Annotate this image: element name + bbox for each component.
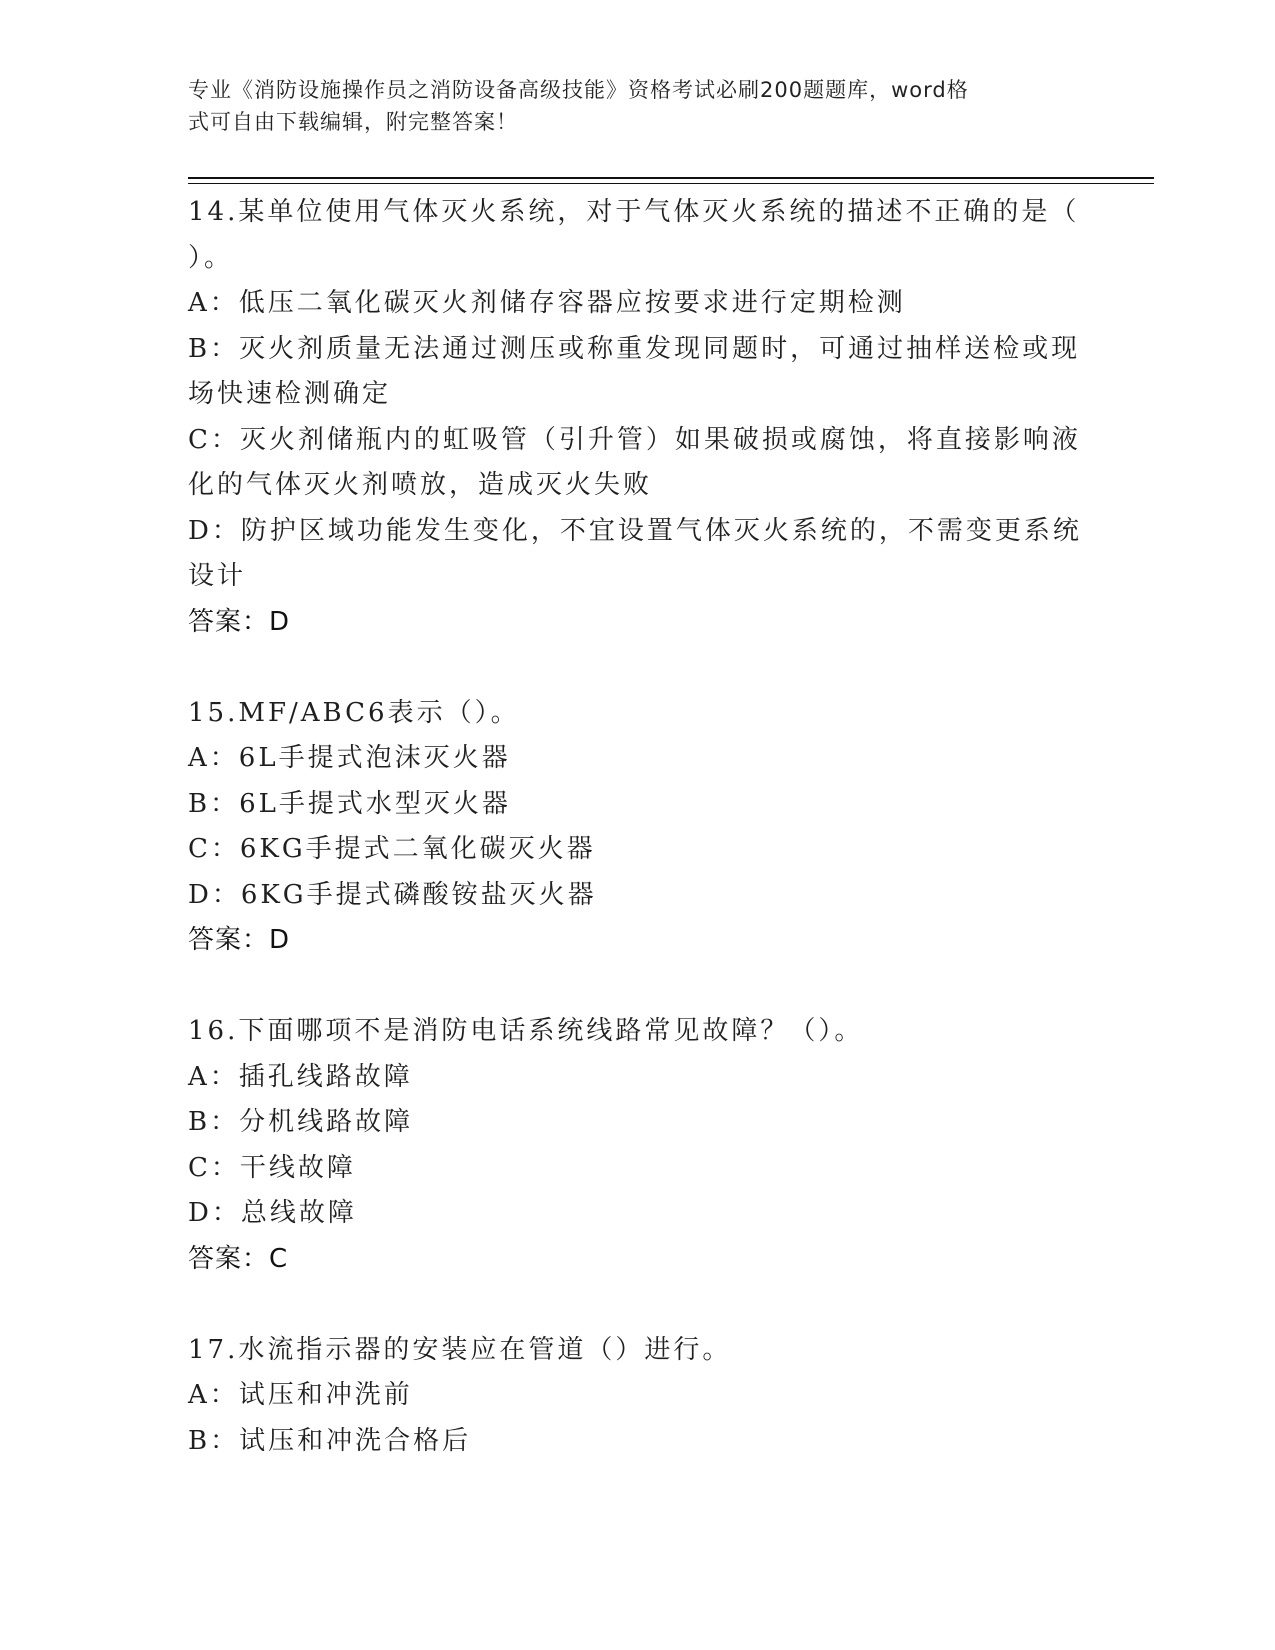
option-b: B：试压和冲洗合格后 bbox=[188, 1425, 472, 1456]
question-17 bbox=[188, 1328, 1088, 1465]
option-d: D：防护区域功能发生变化，不宜设置气体灭火系统的，不需变更系统 bbox=[188, 515, 1082, 546]
header-line-2: 式可自由下载编辑，附完整答案！ bbox=[188, 110, 518, 134]
header-divider-thick bbox=[188, 177, 1154, 179]
answer-line: 答案：C bbox=[188, 1243, 289, 1274]
option-d: D：6KG手提式磷酸铵盐灭火器 bbox=[188, 879, 597, 910]
option-d: D：总线故障 bbox=[188, 1198, 357, 1228]
answer-line: 答案：D bbox=[188, 606, 291, 637]
option-a: A：试压和冲洗前 bbox=[188, 1380, 413, 1410]
option-b: B：6L手提式水型灭火器 bbox=[188, 788, 511, 819]
option-c: C：6KG手提式二氧化碳灭火器 bbox=[188, 834, 596, 864]
question-spacer bbox=[188, 645, 1088, 691]
document-header bbox=[188, 74, 1088, 138]
option-b: B：灭火剂质量无法通过测压或称重发现同题时，可通过抽样送检或现 bbox=[188, 333, 1081, 364]
header-line-1: 专业《消防设施操作员之消防设备高级技能》资格考试必刷200题题库，word格 bbox=[188, 78, 969, 102]
option-a: A：插孔线路故障 bbox=[188, 1061, 413, 1092]
question-stem-continued: ）。 bbox=[188, 242, 234, 273]
question-stem: 16.下面哪项不是消防电话系统线路常见故障？（）。 bbox=[188, 1016, 864, 1046]
option-c: C：干线故障 bbox=[188, 1152, 356, 1183]
option-c: C：灭火剂储瓶内的虹吸管（引升管）如果破损或腐蚀，将直接影响液 bbox=[188, 424, 1081, 455]
answer-line: 答案：D bbox=[188, 925, 291, 955]
question-stem: 14.某单位使用气体灭火系统，对于气体灭火系统的描述不正确的是（ bbox=[188, 197, 1080, 227]
option-a: A：6L手提式泡沫灭火器 bbox=[188, 743, 511, 773]
option-a: A：低压二氧化碳灭火剂储存容器应按要求进行定期检测 bbox=[188, 288, 906, 318]
question-stem: 15.MF/ABC6表示（）。 bbox=[188, 697, 520, 728]
question-stem: 17.水流指示器的安装应在管道（）进行。 bbox=[188, 1334, 732, 1365]
option-d-continued: 设计 bbox=[188, 561, 247, 591]
question-14 bbox=[188, 190, 1088, 645]
option-b: B：分机线路故障 bbox=[188, 1107, 414, 1137]
question-spacer bbox=[188, 1282, 1088, 1328]
option-b-continued: 场快速检测确定 bbox=[188, 379, 392, 409]
question-16 bbox=[188, 1009, 1088, 1282]
option-c-continued: 化的气体灭火剂喷放，造成灭火失败 bbox=[188, 470, 653, 500]
header-divider-thin bbox=[188, 183, 1154, 184]
question-list bbox=[188, 190, 1088, 1464]
question-spacer bbox=[188, 964, 1088, 1010]
question-15 bbox=[188, 691, 1088, 964]
